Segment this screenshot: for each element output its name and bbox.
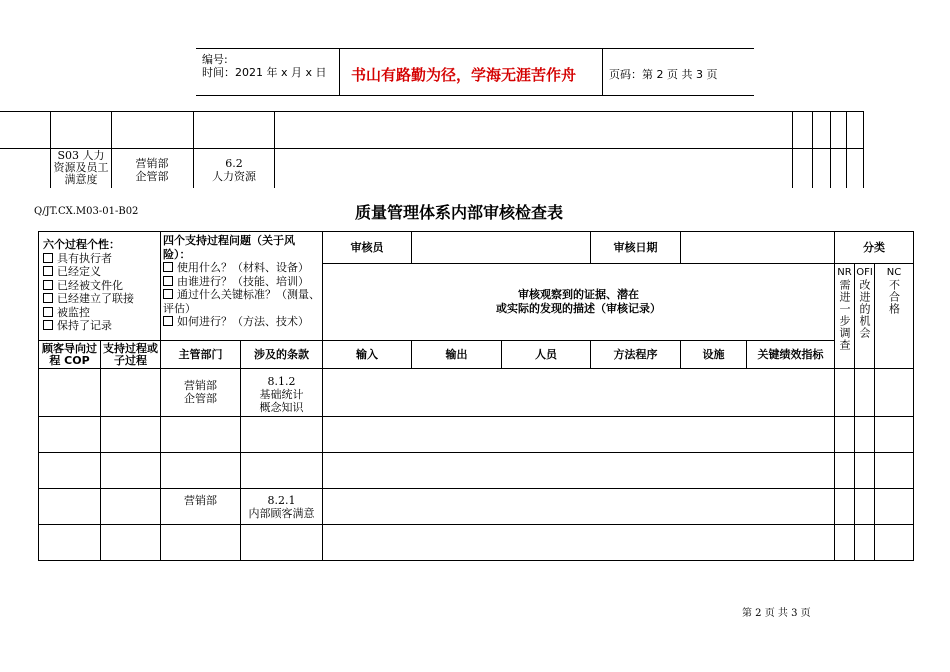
nr-category: [835, 264, 855, 369]
cell-ofi[interactable]: [855, 489, 875, 525]
motto: 书山有路勤为径，学海无涯苦作舟: [351, 66, 577, 84]
audit-date-value[interactable]: [681, 232, 835, 264]
six-item-6[interactable]: 保持了记录: [43, 319, 156, 333]
cell-dept: 营销部: [161, 489, 241, 525]
cell-cop[interactable]: [39, 417, 101, 453]
checkbox-icon[interactable]: [163, 316, 173, 326]
cell-record[interactable]: [323, 525, 835, 561]
col-output: 输出: [412, 341, 502, 369]
cell-cop[interactable]: [39, 369, 101, 417]
time-label: 时间：2021 年 x 月 x 日: [202, 66, 327, 79]
checkbox-icon[interactable]: [43, 320, 53, 330]
checkbox-icon[interactable]: [43, 253, 53, 263]
cell-sub[interactable]: [101, 525, 161, 561]
six-item-2[interactable]: 已经定义: [43, 265, 156, 279]
carryover-process: S03 人力资源及员工满意度: [53, 149, 109, 186]
cell-record[interactable]: [323, 453, 835, 489]
cell-nr[interactable]: [835, 417, 855, 453]
checkbox-icon[interactable]: [163, 289, 173, 299]
cell-dept: [161, 525, 241, 561]
table-row: [39, 417, 914, 453]
six-title: 六个过程个性：: [43, 238, 120, 251]
table-row: [39, 489, 914, 525]
cell-nc[interactable]: [875, 525, 914, 561]
doc-code: Q/JT.CX.M03-01-B02: [34, 206, 139, 217]
col-people: 人员: [502, 341, 591, 369]
cell-clause: [241, 417, 323, 453]
nr-code: NR: [837, 267, 852, 278]
number-label: 编号:: [202, 53, 228, 66]
ofi-text: 改进的机会: [858, 279, 871, 339]
cell-ofi[interactable]: [855, 369, 875, 417]
cell-sub[interactable]: [101, 489, 161, 525]
cell-nc[interactable]: [875, 369, 914, 417]
cell-record[interactable]: [323, 489, 835, 525]
cell-clause: [241, 525, 323, 561]
cell-nr[interactable]: [835, 489, 855, 525]
four-item-1[interactable]: 使用什么？（材料、设备）: [163, 261, 320, 275]
ofi-code: OFI: [856, 267, 873, 278]
checkbox-icon[interactable]: [43, 293, 53, 303]
table-row: [39, 525, 914, 561]
cell-clause: [241, 453, 323, 489]
category-label: 分类: [835, 232, 914, 264]
col-input: 输入: [323, 341, 412, 369]
cell-nc[interactable]: [875, 453, 914, 489]
col-kpi: 关键绩效指标: [747, 341, 835, 369]
six-item-3[interactable]: 已经被文件化: [43, 279, 156, 293]
table-row: [39, 453, 914, 489]
col-facility: 设施: [681, 341, 747, 369]
checkbox-icon[interactable]: [43, 280, 53, 290]
four-item-3[interactable]: 通过什么关键标准？（测量、评估）: [163, 288, 320, 315]
page-footer: 第 2 页 共 3 页: [742, 608, 811, 619]
four-item-4[interactable]: 如何进行？（方法、技术）: [163, 315, 320, 329]
six-item-4[interactable]: 已经建立了联接: [43, 292, 156, 306]
audit-date-label: 审核日期: [591, 232, 681, 264]
six-item-1[interactable]: 具有执行者: [43, 252, 156, 266]
evidence-header: 审核观察到的证据、潜在 或实际的发现的描述（审核记录）: [323, 264, 835, 341]
cell-ofi[interactable]: [855, 525, 875, 561]
cell-ofi[interactable]: [855, 453, 875, 489]
doc-title: 质量管理体系内部审核检查表: [355, 203, 564, 222]
cell-dept: [161, 453, 241, 489]
col-cop: 顾客导向过程 COP: [39, 341, 101, 369]
checkbox-icon[interactable]: [163, 276, 173, 286]
cell-record[interactable]: [323, 417, 835, 453]
cell-sub[interactable]: [101, 369, 161, 417]
cell-cop[interactable]: [39, 453, 101, 489]
col-dept: 主管部门: [161, 341, 241, 369]
six-process-characteristics: [39, 232, 161, 341]
cell-nr[interactable]: [835, 369, 855, 417]
four-item-2[interactable]: 由谁进行？（技能、培训）: [163, 275, 320, 289]
four-title: 四个支持过程问题（关于风险）：: [163, 234, 295, 261]
nc-text: 不合格: [887, 279, 901, 315]
col-sub: 支持过程或子过程: [101, 341, 161, 369]
page-header: [196, 48, 754, 96]
cell-sub[interactable]: [101, 417, 161, 453]
page-label: 页码：第 2 页 共 3 页: [609, 68, 718, 81]
cell-clause: 8.1.2 基础统计 概念知识: [241, 369, 323, 417]
nc-category: [875, 264, 914, 369]
nc-code: NC: [886, 267, 902, 278]
cell-nr[interactable]: [835, 453, 855, 489]
nr-text: 需进一步调查: [838, 279, 851, 351]
carryover-table: [0, 111, 864, 188]
ofi-category: [855, 264, 875, 369]
cell-nc[interactable]: [875, 417, 914, 453]
cell-nc[interactable]: [875, 489, 914, 525]
cell-sub[interactable]: [101, 453, 161, 489]
auditor-label: 审核员: [323, 232, 412, 264]
checkbox-icon[interactable]: [43, 307, 53, 317]
cell-nr[interactable]: [835, 525, 855, 561]
col-clause: 涉及的条款: [241, 341, 323, 369]
cell-dept: [161, 417, 241, 453]
cell-cop[interactable]: [39, 525, 101, 561]
cell-cop[interactable]: [39, 489, 101, 525]
col-method: 方法程序: [591, 341, 681, 369]
checkbox-icon[interactable]: [43, 266, 53, 276]
cell-record[interactable]: [323, 369, 835, 417]
carryover-clause: 6.2 人力资源: [212, 157, 256, 183]
cell-dept: 营销部 企管部: [161, 369, 241, 417]
audit-checklist-table: [38, 231, 914, 561]
cell-clause: 8.2.1 内部顾客满意: [241, 489, 323, 525]
four-support-questions: [161, 232, 323, 341]
table-row: [39, 369, 914, 417]
six-item-5[interactable]: 被监控: [43, 306, 156, 320]
cell-ofi[interactable]: [855, 417, 875, 453]
carryover-dept: 营销部 企管部: [135, 157, 169, 183]
checkbox-icon[interactable]: [163, 262, 173, 272]
auditor-value[interactable]: [412, 232, 591, 264]
